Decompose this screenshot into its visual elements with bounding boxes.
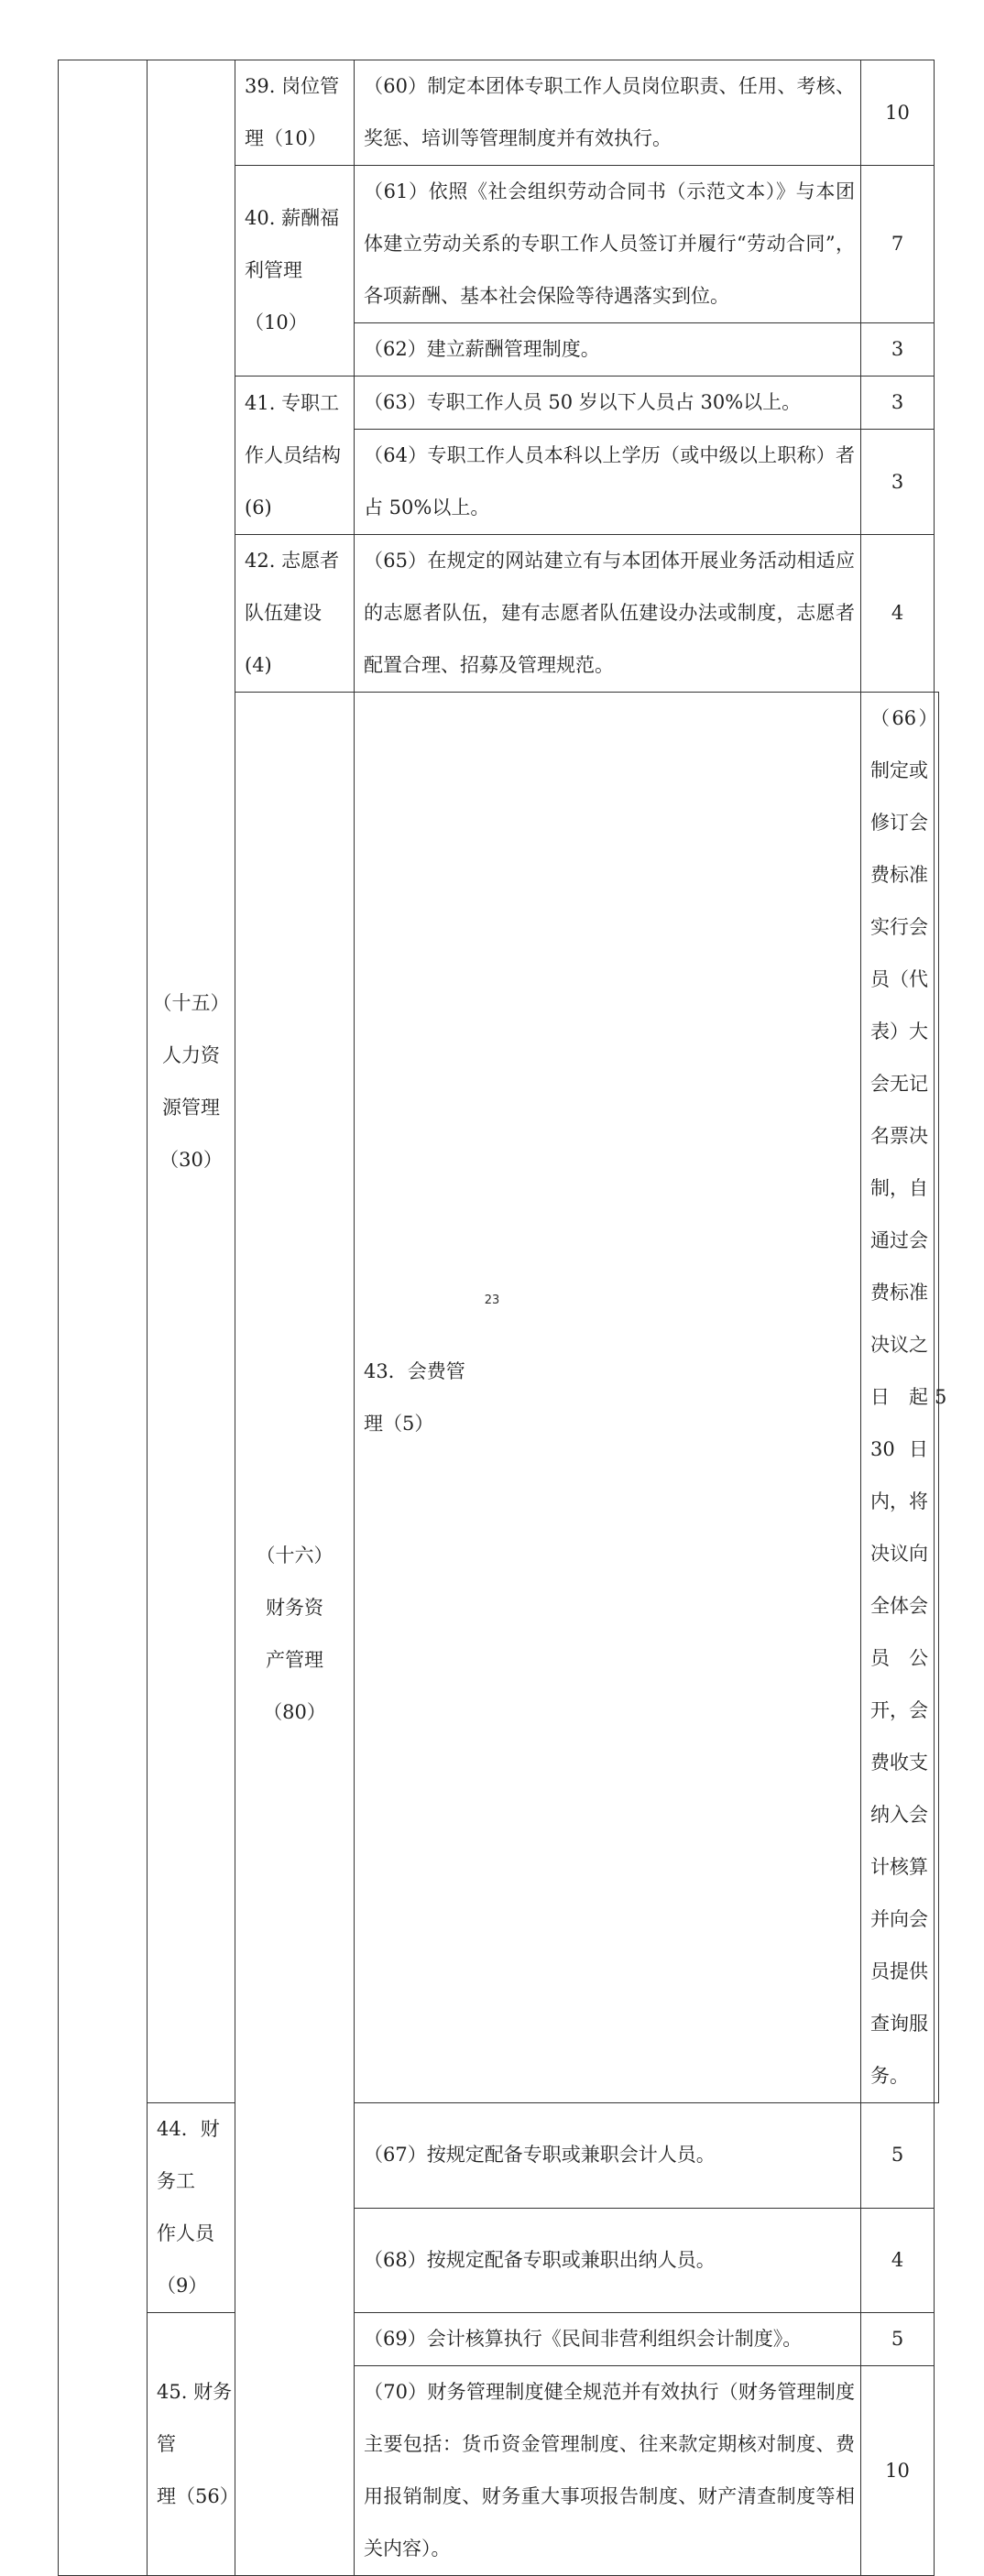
- criterion-67: （67）按规定配备专职或兼职会计人员。: [355, 2103, 861, 2209]
- table-row: [59, 60, 939, 166]
- criterion-68: （68）按规定配备专职或兼职出纳人员。: [355, 2208, 861, 2313]
- item-line: 43．会费管: [364, 1359, 465, 1382]
- item-43: [355, 693, 861, 2103]
- item-line: 42. 志愿者: [245, 550, 340, 572]
- criterion-63: （63）专职工作人员 50 岁以下人员占 30%以上。: [355, 377, 861, 430]
- item-line: 44．财务工: [157, 2118, 220, 2192]
- score-65: 4: [861, 535, 935, 693]
- section-15-label: [148, 60, 235, 2103]
- item-line: (6): [245, 496, 272, 518]
- item-line: 队伍建设: [245, 602, 322, 624]
- section-label-line: 财务资: [266, 1596, 323, 1619]
- section-16-label: [235, 693, 355, 2576]
- item-line: 45. 财务管: [157, 2380, 233, 2455]
- item-44: [148, 2103, 235, 2313]
- page-number: 23: [484, 1293, 500, 1307]
- item-41: [235, 377, 355, 535]
- score-63: 3: [861, 377, 935, 430]
- evaluation-table: [58, 60, 947, 2576]
- item-line: (4): [245, 654, 272, 676]
- item-line: 41. 专职工: [245, 391, 340, 414]
- criterion-62: （62）建立薪酬管理制度。: [355, 323, 861, 377]
- criterion-64: （64）专职工作人员本科以上学历（或中级以上职称）者占 50%以上。: [355, 430, 861, 535]
- table-row: [59, 2103, 939, 2209]
- item-line: 理（56）: [157, 2484, 239, 2507]
- score-68: 4: [861, 2208, 935, 2313]
- item-42: [235, 535, 355, 693]
- criterion-70: （70）财务管理制度健全规范并有效执行（财务管理制度主要包括：货币资金管理制度、往来款定期核对制度、费用报销制度、财务重大事项报告制度、财产清查制度等相关内容）。: [355, 2366, 861, 2576]
- item-line: 作人员结构: [245, 443, 341, 466]
- score-66: 5: [935, 693, 939, 2103]
- item-line: 作人员（9）: [157, 2222, 214, 2297]
- category-cell-empty: [59, 60, 148, 2576]
- item-45: [148, 2313, 239, 2576]
- criterion-66: （66）制定或修订会费标准实行会员（代表）大会无记名票决制，自通过会费标准决议之日起 30 日内，将决议向全体会员公开，会费收支纳入会计核算并向会员提供查询服务。: [861, 693, 935, 2103]
- score-64: 3: [861, 430, 935, 535]
- criterion-65: （65）在规定的网站建立有与本团体开展业务活动相适应的志愿者队伍，建有志愿者队伍建设办法或制度，志愿者配置合理、招募及管理规范。: [355, 535, 861, 693]
- item-line: 40. 薪酬福: [245, 207, 340, 229]
- section-label-line: 人力资: [162, 1043, 220, 1066]
- table-row: [59, 2313, 939, 2366]
- section-label-line: 源管理: [162, 1096, 220, 1119]
- score-69: 5: [861, 2313, 935, 2366]
- score-67: 5: [861, 2103, 935, 2209]
- criterion-61: （61）依照《社会组织劳动合同书（示范文本）》与本团体建立劳动关系的专职工作人员签订并履行“劳动合同”，各项薪酬、基本社会保险等待遇落实到位。: [355, 166, 861, 323]
- section-label-line: 产管理: [266, 1648, 323, 1671]
- score-70: 10: [861, 2366, 935, 2576]
- section-label-line: （十五）: [152, 991, 230, 1014]
- item-40: [235, 166, 355, 377]
- score-62: 3: [861, 323, 935, 377]
- item-39: [235, 60, 355, 166]
- score-61: 7: [861, 166, 935, 323]
- section-label-line: （30）: [159, 1148, 223, 1171]
- item-line: 39. 岗位管: [245, 75, 340, 97]
- criterion-69: （69）会计核算执行《民间非营利组织会计制度》。: [355, 2313, 861, 2366]
- item-line: 理（10）: [245, 127, 327, 149]
- score-60: 10: [861, 60, 935, 166]
- criterion-60: （60）制定本团体专职工作人员岗位职责、任用、考核、奖惩、培训等管理制度并有效执行。: [355, 60, 861, 166]
- section-label-line: （十六）: [256, 1544, 333, 1566]
- section-label-line: （80）: [263, 1700, 326, 1723]
- item-line: 利管理（10）: [245, 259, 308, 333]
- item-line: 理（5）: [364, 1412, 434, 1435]
